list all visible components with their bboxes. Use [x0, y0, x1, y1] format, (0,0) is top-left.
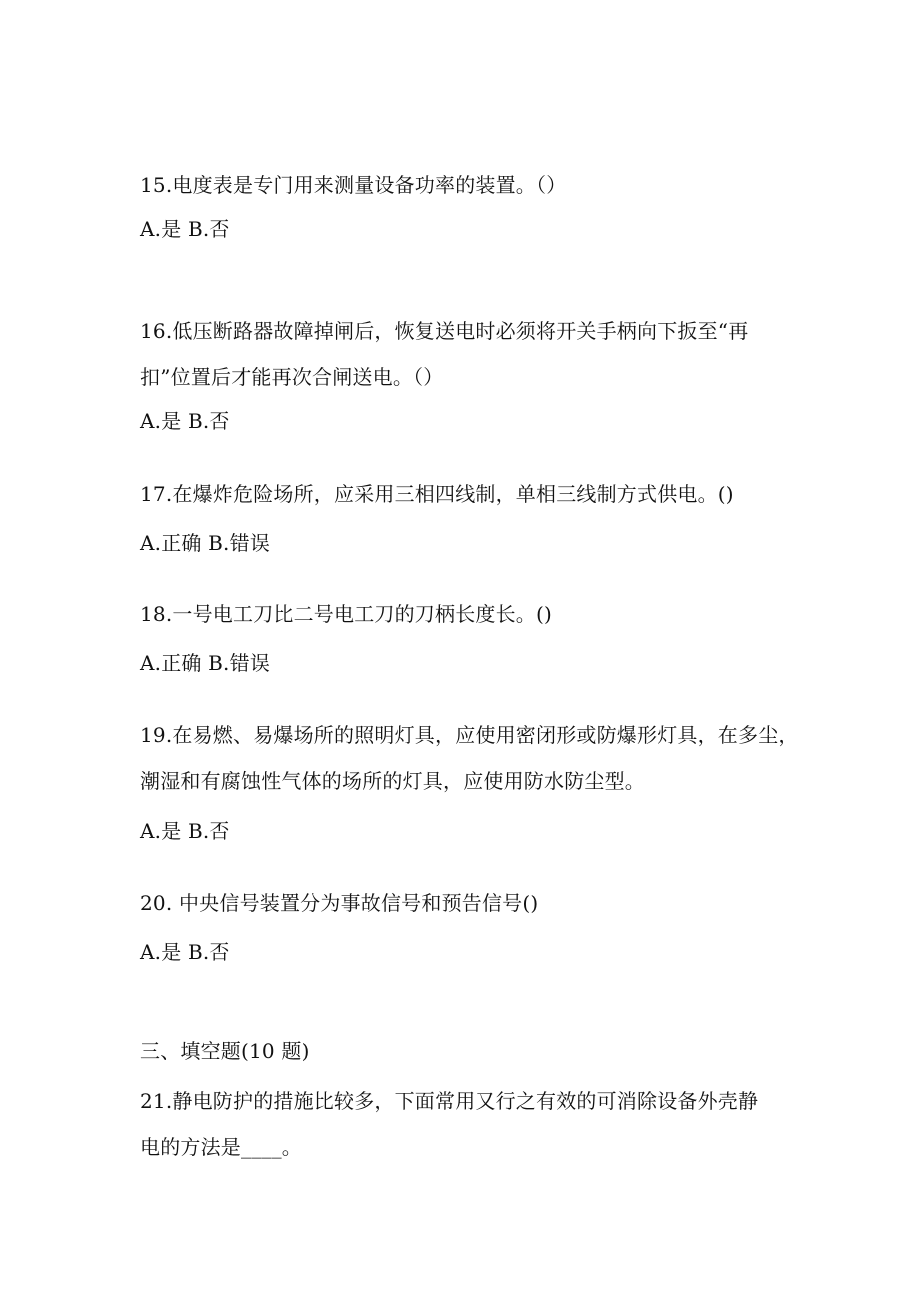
- question-16-stem-line-2: 扣”位置后才能再次合闸送电。（）: [140, 365, 444, 389]
- section-heading: 三、填空题(10 题): [140, 1039, 310, 1063]
- question-20-options: A.是 B.否: [140, 940, 230, 964]
- question-19-options: A.是 B.否: [140, 819, 230, 843]
- question-19-stem-line-1: 19.在易燃、易爆场所的照明灯具，应使用密闭形或防爆形灯具，在多尘，: [140, 723, 799, 747]
- question-19-stem-line-2: 潮湿和有腐蚀性气体的场所的灯具，应使用防水防尘型。: [140, 769, 645, 793]
- question-15-stem: 15.电度表是专门用来测量设备功率的装置。（）: [140, 173, 567, 197]
- question-18-options: A.正确 B.错误: [140, 651, 271, 675]
- question-16-stem-line-1: 16.低压断路器故障掉闸后，恢复送电时必须将开关手柄向下扳至“再: [140, 319, 749, 343]
- question-18-stem: 18.一号电工刀比二号电工刀的刀柄长度长。(): [140, 602, 553, 626]
- question-20-stem: 20. 中央信号装置分为事故信号和预告信号(): [140, 891, 539, 915]
- question-21-stem-line-2: 电的方法是____。: [140, 1135, 302, 1159]
- question-16-options: A.是 B.否: [140, 409, 230, 433]
- question-17-options: A.正确 B.错误: [140, 531, 271, 555]
- question-17-stem: 17.在爆炸危险场所，应采用三相四线制，单相三线制方式供电。(): [140, 482, 734, 506]
- question-21-stem-line-1: 21.静电防护的措施比较多，下面常用又行之有效的可消除设备外壳静: [140, 1089, 759, 1113]
- question-15-options: A.是 B.否: [140, 217, 230, 241]
